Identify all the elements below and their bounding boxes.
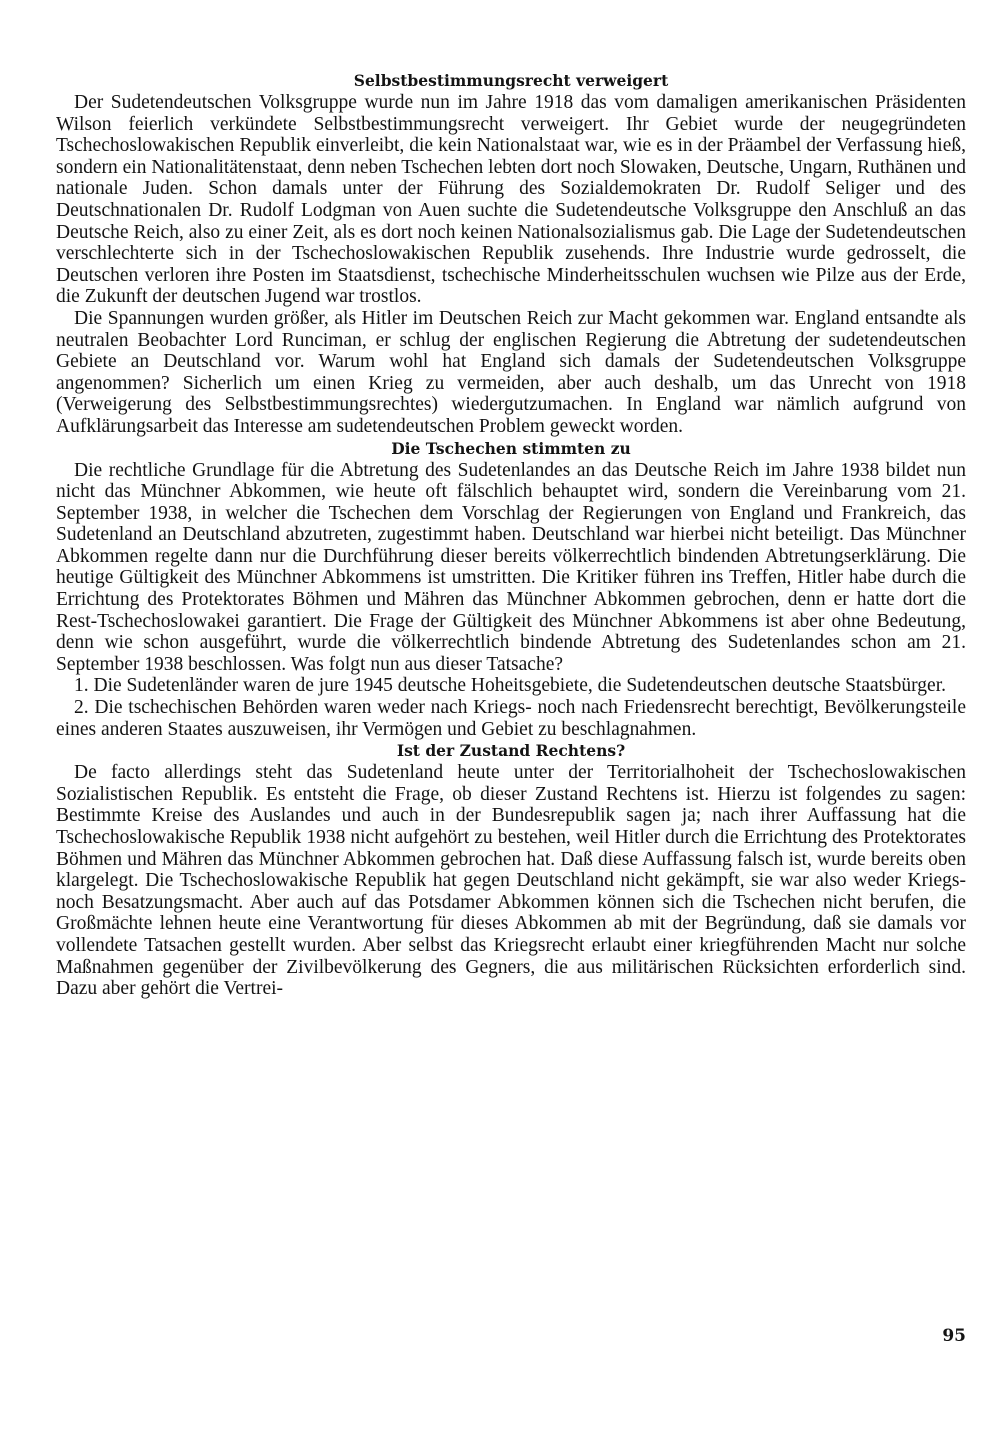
- section-selbstbestimmungsrecht: [56, 70, 966, 438]
- paragraph: Der Sudetendeutschen Volksgruppe wurde nun im Jahre 1918 das vom damaligen amerikanischen Präsidenten Wilson feierlich verkündete Selbstbestimmungsrecht verweigert. Ihr Gebiet wurde der neugegründeten Tschechoslowakischen Republik einverleibt, die kein Nationalstaat war, wie es in der Präambel der Verfassung hieß, sondern ein Nationalitätenstaat, denn neben Tschechen lebten dort noch Slowaken, Deutsche, Ungarn, Ruthänen und nationale Juden. Schon damals unter der Führung des Sozialdemokraten Dr. Rudolf Seliger und des Deutschnationalen Dr. Rudolf Lodgman von Auen suchte die Sudetendeutsche Volksgruppe den Anschluß an das Deutsche Reich, also zu einer Zeit, als es dort noch keinen Nationalsozialismus gab. Die Lage der Sudetendeutschen verschlechterte sich in der Tschechoslowakischen Republik zusehends. Ihre Industrie wurde gedrosselt, die Deutschen verloren ihre Posten im Staatsdienst, tschechische Minderheitsschulen wuchsen wie Pilze aus der Erde, die Zukunft der deutschen Jugend war trostlos.: [56, 92, 966, 308]
- section-heading: Selbstbestimmungsrecht verweigert: [353, 71, 669, 90]
- paragraph: Die rechtliche Grundlage für die Abtretung des Sudetenlandes an das Deutsche Reich im Jahre 1938 bildet nun nicht das Münchner Abkommen, wie heute oft fälschlich behauptet wird, sondern die Vereinbarung vom 21. September 1938, in welcher die Tschechen dem Vorschlag der Regierungen von England und Frankreich, das Sudetenland an Deutschland abzutreten, zugestimmt haben. Deutschland war hierbei nicht beteiligt. Das Münchner Abkommen regelte dann nur die Durchführung dieser bereits völkerrechtlich bindenden Abtretungserklärung. Die heutige Gültigkeit des Münchner Abkommens ist umstritten. Die Kritiker führen ins Treffen, Hitler habe durch die Errichtung des Protektorates Böhmen und Mähren das Münchner Abkommen gebrochen, denn er hatte dort die Rest-Tschechoslowakei garantiert. Die Frage der Gültigkeit des Münchner Abkommens ist aber ohne Bedeutung, denn wie schon ausgeführt, wurde die völkerrechtlich bindende Abtretung des Sudetenlandes schon am 21. September 1938 beschlossen. Was folgt nun aus dieser Tatsache?: [56, 459, 966, 675]
- section-heading: Ist der Zustand Rechtens?: [396, 741, 626, 761]
- section-zustand-rechtens: [56, 740, 966, 1000]
- section-tschechen-stimmten-zu: [56, 438, 966, 741]
- section-heading: Die Tschechen stimmten zu: [391, 438, 631, 458]
- document-page: [56, 70, 966, 1000]
- paragraph: Die Spannungen wurden größer, als Hitler im Deutschen Reich zur Macht gekommen war. England entsandte als neutralen Beobachter Lord Runciman, er schlug der englischen Regierung die Abtretung der sudetendeutschen Gebiete an Deutschland vor. Warum wohl hat England sich damals der Sudetendeutschen Volksgruppe angenommen? Sicherlich um einen Krieg zu vermeiden, aber auch deshalb, um das Unrecht von 1918 (Verweigerung des Selbstbestimmungsrechtes) wiedergutzumachen. In England war nämlich aufgrund von Aufklärungsarbeit das Interesse am sudetendeutschen Problem geweckt worden.: [56, 307, 966, 437]
- page-number: 95: [942, 1326, 966, 1346]
- list-item-paragraph: 1. Die Sudetenländer waren de jure 1945 deutsche Hoheitsgebiete, die Sudetendeutschen deutsche Staatsbürger.: [74, 675, 946, 697]
- list-item-paragraph: 2. Die tschechischen Behörden waren weder nach Kriegs- noch nach Friedensrecht berechtigt, Bevölkerungsteile eines anderen Staates auszuweisen, ihr Vermögen und Gebiet zu beschlagnahmen.: [56, 697, 966, 740]
- paragraph: De facto allerdings steht das Sudetenland heute unter der Territorialhoheit der Tschechoslowakischen Sozialistischen Republik. Es entsteht die Frage, ob dieser Zustand Rechtens ist. Hierzu ist folgendes zu sagen: Bestimmte Kreise des Auslandes und auch in der Bundesrepublik sagen ja; nach ihrer Auffassung hat die Tschechoslowakische Republik 1938 nicht aufgehört zu bestehen, weil Hitler durch die Errichtung des Protektorates Böhmen und Mähren das Münchner Abkommen gebrochen hat. Daß diese Auffassung falsch ist, wurde bereits oben klargelegt. Die Tschechoslowakische Republik hat gegen Deutschland nicht gekämpft, sie war also weder Kriegs- noch Besatzungsmacht. Aber auch auf das Potsdamer Abkommen können sich die Tschechen nicht berufen, die Großmächte lehnen heute eine Verantwortung für dieses Abkommen ab mit der Begründung, daß sie damals vor vollendete Tatsachen gestellt wurden. Aber selbst das Kriegsrecht erlaubt einer kriegführenden Macht nur solche Maßnahmen gegenüber der Zivilbevölkerung des Gegners, die aus militärischen Rücksichten erforderlich sind. Dazu aber gehört die Vertrei-: [56, 762, 966, 1000]
